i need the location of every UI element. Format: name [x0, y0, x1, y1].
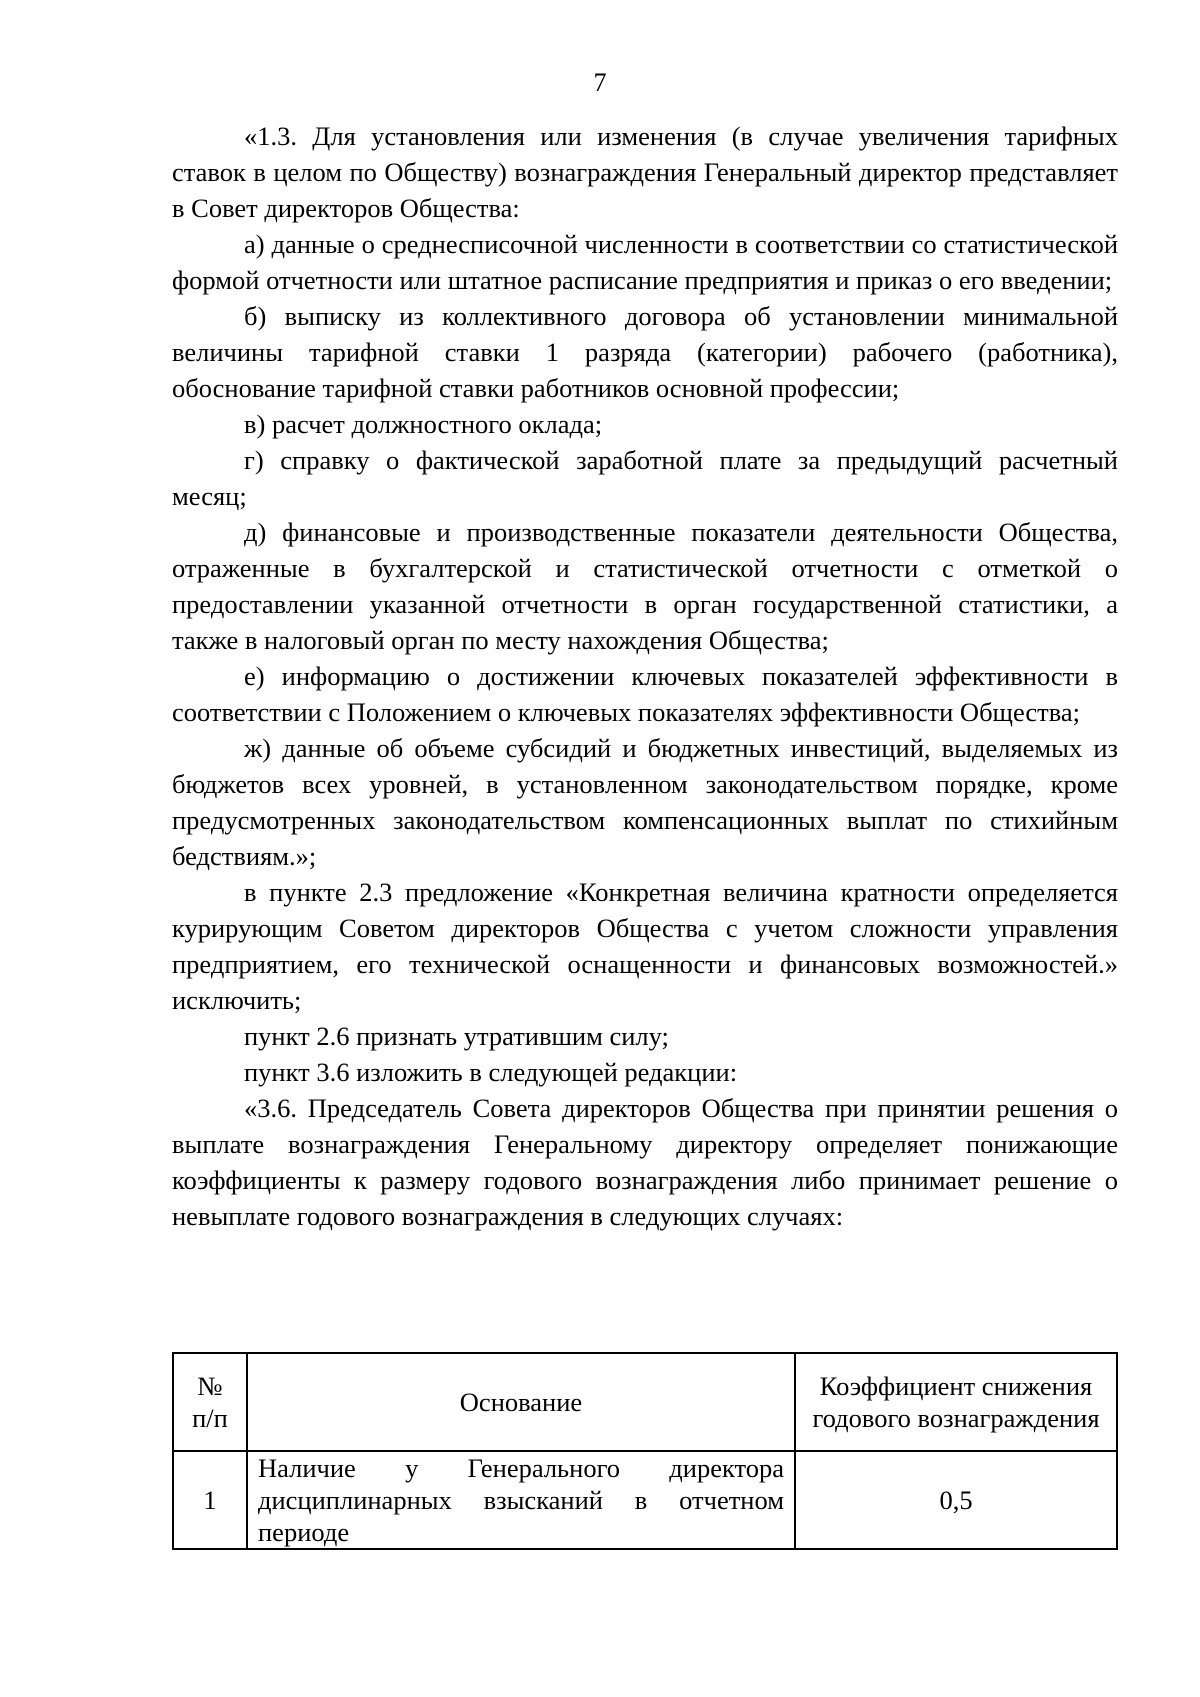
- paragraph-item-e: е) информацию о достижении ключевых показателей эффективности в соответствии с Положением о ключевых показателях эффективности Общества;: [172, 661, 1118, 727]
- document-body: [172, 118, 1118, 1234]
- header-basis: Основание: [247, 1353, 795, 1451]
- header-coefficient: Коэффициент снижения годового вознаграждения: [795, 1353, 1117, 1451]
- paragraph-item-zh: ж) данные об объеме субсидий и бюджетных инвестиций, выделяемых из бюджетов всех уровней, в установленном законодательством порядке, кроме предусмотренных законодательством компенсационных выплат по стихийным бедствиям.»;: [172, 733, 1118, 871]
- paragraph-item-d: д) финансовые и производственные показатели деятельности Общества, отраженные в бухгалтерской и статистической отчетности с отметкой о предоставлении указанной отчетности в орган государственной статистики, а также в налоговый орган по месту нахождения Общества;: [172, 517, 1118, 655]
- row-number: 1: [173, 1451, 247, 1549]
- paragraph-3-6: «3.6. Председатель Совета директоров Общества при принятии решения о выплате вознаграждения Генеральному директору определяет понижающие коэффициенты к размеру годового вознаграждения либо принимает решение о невыплате годового вознаграждения в следующих случаях:: [172, 1093, 1118, 1231]
- page-number: 7: [593, 68, 607, 97]
- paragraph-point-2-3: в пункте 2.3 предложение «Конкретная величина кратности определяется курирующим Советом директоров Общества с учетом сложности управления предприятием, его технической оснащенности и финансовых возможностей.» исключить;: [172, 877, 1118, 1015]
- paragraph-item-b: б) выписку из коллективного договора об установлении минимальной величины тарифной ставки 1 разряда (категории) рабочего (работника), обоснование тарифной ставки работников основной профессии;: [172, 301, 1118, 403]
- paragraph-1-3: «1.3. Для установления или изменения (в случае увеличения тарифных ставок в целом по Обществу) вознаграждения Генеральный директор представляет в Совет директоров Общества:: [172, 121, 1118, 223]
- paragraph-item-a: а) данные о среднесписочной численности в соответствии со статистической формой отчетности или штатное расписание предприятия и приказ о его введении;: [172, 229, 1118, 295]
- paragraph-item-g: г) справку о фактической заработной плате за предыдущий расчетный месяц;: [172, 445, 1118, 511]
- reduction-coefficient-table: [172, 1352, 1118, 1550]
- paragraph-point-3-6-intro: пункт 3.6 изложить в следующей редакции:: [244, 1057, 738, 1087]
- table-row: [173, 1451, 1117, 1549]
- row-basis: Наличие у Генерального директора дисциплинарных взысканий в отчетном периоде: [247, 1451, 795, 1549]
- paragraph-item-v: в) расчет должностного оклада;: [244, 409, 603, 439]
- header-number: № п/п: [173, 1353, 247, 1451]
- row-coefficient: 0,5: [795, 1451, 1117, 1549]
- paragraph-point-2-6: пункт 2.6 признать утратившим силу;: [244, 1021, 669, 1051]
- table-header-row: [173, 1353, 1117, 1451]
